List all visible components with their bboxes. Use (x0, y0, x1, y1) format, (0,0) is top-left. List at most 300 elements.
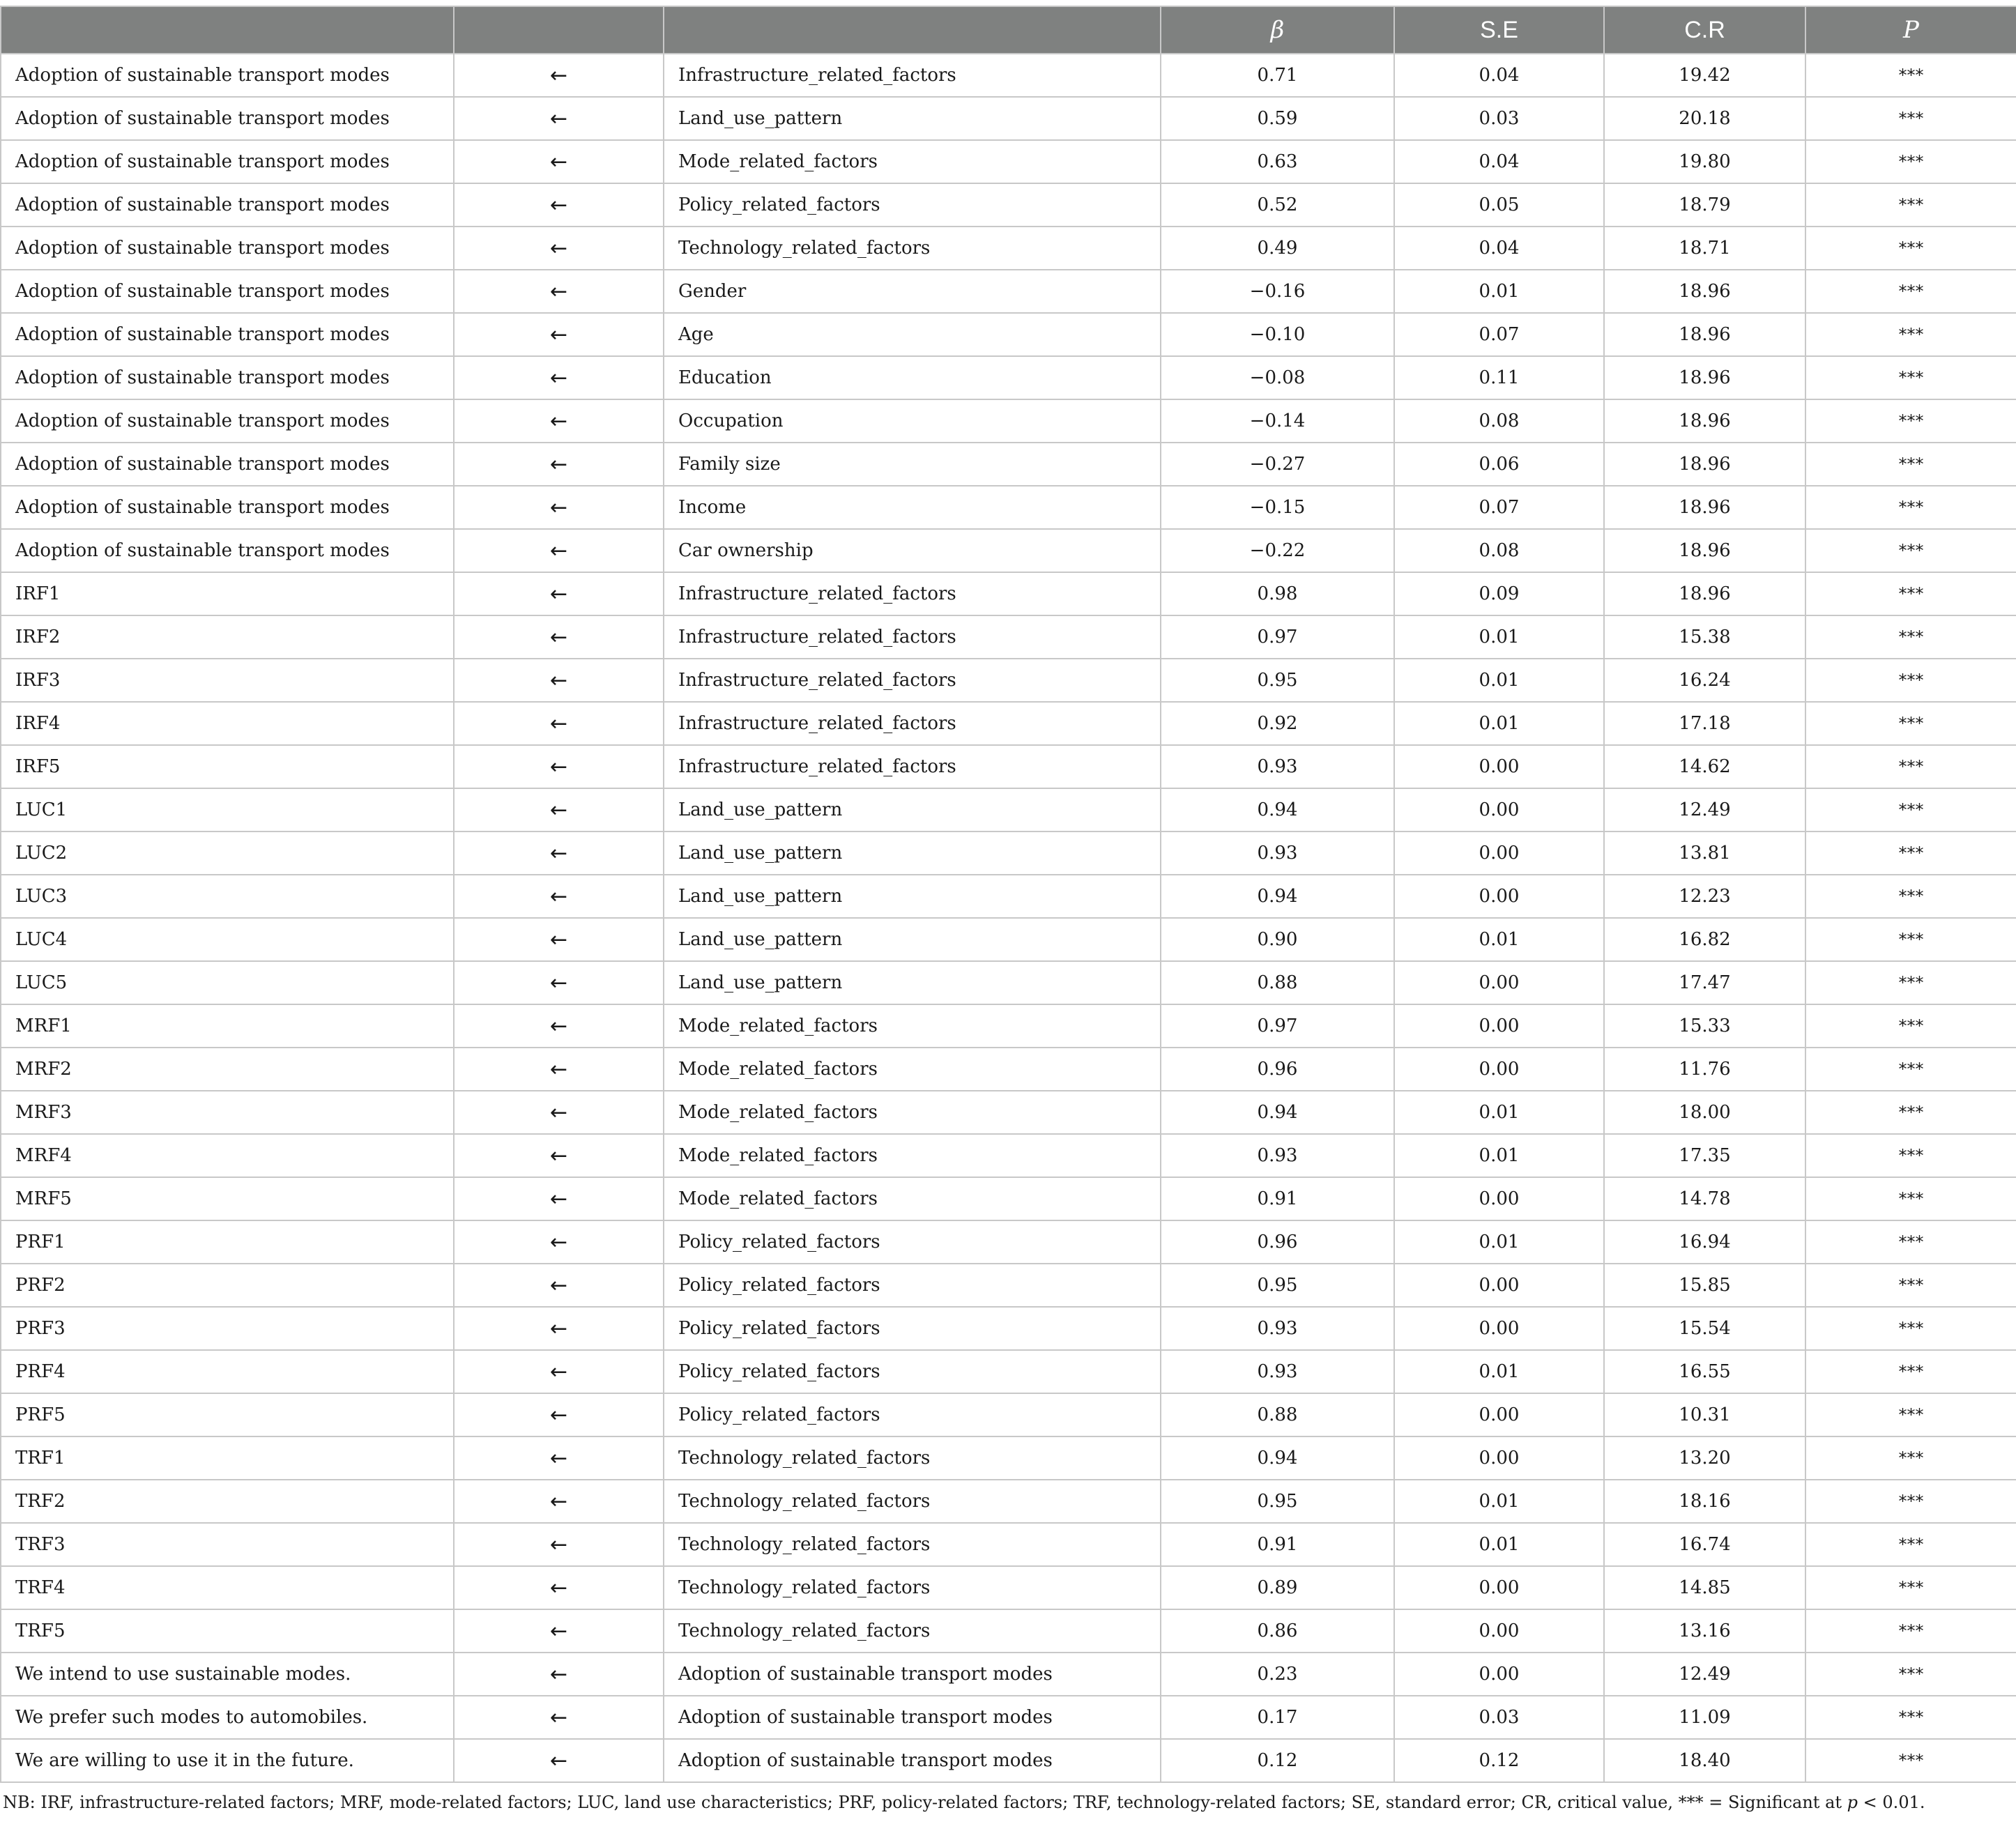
header-se: S.E (1394, 6, 1604, 54)
cell-arrow: ← (454, 270, 664, 313)
cell-se: 0.01 (1394, 1091, 1604, 1134)
cell-arrow: ← (454, 1264, 664, 1307)
cell-arrow: ← (454, 140, 664, 183)
cell-p: *** (1805, 1436, 2016, 1480)
cell-target: We intend to use sustainable modes. (1, 1653, 454, 1696)
cell-arrow: ← (454, 97, 664, 140)
cell-se: 0.09 (1394, 572, 1604, 615)
cell-arrow: ← (454, 1609, 664, 1653)
cell-se: 0.01 (1394, 1220, 1604, 1264)
cell-arrow: ← (454, 918, 664, 961)
cell-p: *** (1805, 1048, 2016, 1091)
cell-source: Infrastructure_related_factors (664, 615, 1161, 659)
cell-target: LUC2 (1, 831, 454, 875)
cell-p: *** (1805, 1609, 2016, 1653)
cell-beta: 0.91 (1161, 1177, 1394, 1220)
cell-target: LUC4 (1, 918, 454, 961)
cell-arrow: ← (454, 1091, 664, 1134)
cell-source: Infrastructure_related_factors (664, 54, 1161, 97)
cell-target: IRF4 (1, 702, 454, 745)
cell-se: 0.01 (1394, 270, 1604, 313)
cell-cr: 18.71 (1604, 227, 1805, 270)
cell-source: Family size (664, 443, 1161, 486)
table-row (1, 1264, 2016, 1307)
cell-cr: 18.96 (1604, 313, 1805, 356)
cell-cr: 11.09 (1604, 1696, 1805, 1739)
cell-arrow: ← (454, 1134, 664, 1177)
cell-beta: 0.95 (1161, 659, 1394, 702)
cell-p: *** (1805, 702, 2016, 745)
cell-arrow: ← (454, 183, 664, 227)
cell-se: 0.00 (1394, 875, 1604, 918)
cell-target: MRF5 (1, 1177, 454, 1220)
cell-arrow: ← (454, 1177, 664, 1220)
cell-p: *** (1805, 572, 2016, 615)
cell-beta: −0.08 (1161, 356, 1394, 399)
table-row (1, 1739, 2016, 1782)
footnote-threshold: < 0.01. (1858, 1793, 1925, 1812)
cell-cr: 12.49 (1604, 788, 1805, 831)
cell-beta: 0.96 (1161, 1048, 1394, 1091)
cell-source: Technology_related_factors (664, 1480, 1161, 1523)
cell-se: 0.00 (1394, 1436, 1604, 1480)
table-row (1, 1177, 2016, 1220)
cell-cr: 19.80 (1604, 140, 1805, 183)
cell-arrow: ← (454, 572, 664, 615)
table-row (1, 745, 2016, 788)
cell-source: Mode_related_factors (664, 140, 1161, 183)
table-row (1, 572, 2016, 615)
cell-beta: 0.90 (1161, 918, 1394, 961)
cell-p: *** (1805, 1177, 2016, 1220)
cell-p: *** (1805, 1307, 2016, 1350)
cell-se: 0.00 (1394, 745, 1604, 788)
table-row (1, 1436, 2016, 1480)
table-body (1, 54, 2016, 1782)
cell-target: Adoption of sustainable transport modes (1, 529, 454, 572)
cell-p: *** (1805, 1134, 2016, 1177)
cell-arrow: ← (454, 1566, 664, 1609)
cell-source: Mode_related_factors (664, 1091, 1161, 1134)
cell-arrow: ← (454, 54, 664, 97)
table-row (1, 1134, 2016, 1177)
table-row (1, 788, 2016, 831)
cell-se: 0.04 (1394, 227, 1604, 270)
cell-se: 0.08 (1394, 399, 1604, 443)
cell-cr: 18.96 (1604, 443, 1805, 486)
cell-beta: 0.91 (1161, 1523, 1394, 1566)
cell-beta: 0.63 (1161, 140, 1394, 183)
cell-arrow: ← (454, 1048, 664, 1091)
cell-target: Adoption of sustainable transport modes (1, 270, 454, 313)
cell-p: *** (1805, 140, 2016, 183)
cell-target: MRF4 (1, 1134, 454, 1177)
cell-beta: 0.92 (1161, 702, 1394, 745)
header-cr: C.R (1604, 6, 1805, 54)
cell-target: Adoption of sustainable transport modes (1, 183, 454, 227)
table-row (1, 183, 2016, 227)
cell-cr: 17.35 (1604, 1134, 1805, 1177)
cell-cr: 18.96 (1604, 529, 1805, 572)
cell-cr: 16.82 (1604, 918, 1805, 961)
cell-cr: 16.55 (1604, 1350, 1805, 1393)
cell-beta: −0.15 (1161, 486, 1394, 529)
cell-arrow: ← (454, 615, 664, 659)
cell-arrow: ← (454, 529, 664, 572)
cell-se: 0.00 (1394, 1307, 1604, 1350)
cell-cr: 18.16 (1604, 1480, 1805, 1523)
cell-source: Policy_related_factors (664, 1350, 1161, 1393)
cell-target: PRF3 (1, 1307, 454, 1350)
table-row (1, 443, 2016, 486)
cell-arrow: ← (454, 1480, 664, 1523)
cell-cr: 19.42 (1604, 54, 1805, 97)
cell-se: 0.00 (1394, 1177, 1604, 1220)
cell-beta: 0.86 (1161, 1609, 1394, 1653)
cell-beta: 0.93 (1161, 1134, 1394, 1177)
cell-cr: 15.33 (1604, 1004, 1805, 1048)
cell-arrow: ← (454, 1004, 664, 1048)
cell-cr: 15.54 (1604, 1307, 1805, 1350)
table-row (1, 529, 2016, 572)
cell-se: 0.01 (1394, 1350, 1604, 1393)
cell-p: *** (1805, 1393, 2016, 1436)
cell-beta: 0.98 (1161, 572, 1394, 615)
cell-target: TRF2 (1, 1480, 454, 1523)
cell-arrow: ← (454, 1696, 664, 1739)
cell-source: Gender (664, 270, 1161, 313)
table-row (1, 1004, 2016, 1048)
cell-source: Land_use_pattern (664, 961, 1161, 1004)
cell-cr: 18.00 (1604, 1091, 1805, 1134)
cell-target: IRF2 (1, 615, 454, 659)
cell-source: Income (664, 486, 1161, 529)
cell-source: Technology_related_factors (664, 1566, 1161, 1609)
cell-beta: 0.89 (1161, 1566, 1394, 1609)
table-row (1, 399, 2016, 443)
cell-source: Infrastructure_related_factors (664, 702, 1161, 745)
cell-se: 0.05 (1394, 183, 1604, 227)
table-row (1, 97, 2016, 140)
table-row (1, 961, 2016, 1004)
cell-cr: 18.40 (1604, 1739, 1805, 1782)
cell-p: *** (1805, 1091, 2016, 1134)
cell-se: 0.04 (1394, 140, 1604, 183)
cell-target: LUC5 (1, 961, 454, 1004)
table-row (1, 1653, 2016, 1696)
cell-beta: 0.95 (1161, 1264, 1394, 1307)
cell-source: Policy_related_factors (664, 1264, 1161, 1307)
cell-p: *** (1805, 1220, 2016, 1264)
cell-se: 0.07 (1394, 486, 1604, 529)
cell-se: 0.03 (1394, 97, 1604, 140)
cell-se: 0.12 (1394, 1739, 1604, 1782)
cell-target: TRF5 (1, 1609, 454, 1653)
cell-se: 0.08 (1394, 529, 1604, 572)
cell-beta: 0.88 (1161, 961, 1394, 1004)
cell-source: Land_use_pattern (664, 97, 1161, 140)
cell-se: 0.01 (1394, 1480, 1604, 1523)
cell-source: Mode_related_factors (664, 1177, 1161, 1220)
cell-target: LUC1 (1, 788, 454, 831)
cell-source: Mode_related_factors (664, 1134, 1161, 1177)
cell-target: LUC3 (1, 875, 454, 918)
table-row (1, 702, 2016, 745)
cell-arrow: ← (454, 1393, 664, 1436)
cell-beta: 0.23 (1161, 1653, 1394, 1696)
cell-source: Adoption of sustainable transport modes (664, 1739, 1161, 1782)
cell-p: *** (1805, 1480, 2016, 1523)
header-target (1, 6, 454, 54)
cell-p: *** (1805, 1739, 2016, 1782)
cell-source: Car ownership (664, 529, 1161, 572)
cell-cr: 18.79 (1604, 183, 1805, 227)
cell-p: *** (1805, 529, 2016, 572)
header-p: P (1805, 6, 2016, 54)
cell-p: *** (1805, 313, 2016, 356)
cell-se: 0.07 (1394, 313, 1604, 356)
table-row (1, 227, 2016, 270)
cell-target: PRF2 (1, 1264, 454, 1307)
cell-beta: 0.94 (1161, 788, 1394, 831)
cell-se: 0.01 (1394, 702, 1604, 745)
cell-beta: −0.16 (1161, 270, 1394, 313)
cell-p: *** (1805, 1004, 2016, 1048)
table-row (1, 659, 2016, 702)
table-row (1, 1048, 2016, 1091)
cell-p: *** (1805, 443, 2016, 486)
cell-se: 0.00 (1394, 1004, 1604, 1048)
cell-beta: 0.97 (1161, 1004, 1394, 1048)
cell-se: 0.04 (1394, 54, 1604, 97)
cell-p: *** (1805, 1653, 2016, 1696)
cell-target: We prefer such modes to automobiles. (1, 1696, 454, 1739)
table-row (1, 1609, 2016, 1653)
cell-source: Land_use_pattern (664, 788, 1161, 831)
cell-target: Adoption of sustainable transport modes (1, 486, 454, 529)
cell-arrow: ← (454, 1739, 664, 1782)
cell-arrow: ← (454, 702, 664, 745)
cell-source: Land_use_pattern (664, 875, 1161, 918)
cell-p: *** (1805, 745, 2016, 788)
cell-target: Adoption of sustainable transport modes (1, 54, 454, 97)
table-row (1, 1350, 2016, 1393)
cell-target: Adoption of sustainable transport modes (1, 443, 454, 486)
cell-p: *** (1805, 788, 2016, 831)
cell-arrow: ← (454, 399, 664, 443)
cell-p: *** (1805, 54, 2016, 97)
cell-cr: 18.96 (1604, 399, 1805, 443)
header-arrow (454, 6, 664, 54)
header-source (664, 6, 1161, 54)
table-row (1, 356, 2016, 399)
cell-source: Age (664, 313, 1161, 356)
cell-se: 0.00 (1394, 961, 1604, 1004)
cell-target: Adoption of sustainable transport modes (1, 97, 454, 140)
cell-se: 0.00 (1394, 1393, 1604, 1436)
cell-se: 0.00 (1394, 1566, 1604, 1609)
cell-cr: 12.49 (1604, 1653, 1805, 1696)
cell-arrow: ← (454, 1523, 664, 1566)
cell-se: 0.01 (1394, 659, 1604, 702)
cell-source: Technology_related_factors (664, 1436, 1161, 1480)
cell-p: *** (1805, 1350, 2016, 1393)
cell-target: Adoption of sustainable transport modes (1, 356, 454, 399)
table-row (1, 1523, 2016, 1566)
table-row (1, 270, 2016, 313)
cell-beta: 0.93 (1161, 1307, 1394, 1350)
cell-p: *** (1805, 270, 2016, 313)
table-row (1, 1091, 2016, 1134)
cell-cr: 15.38 (1604, 615, 1805, 659)
cell-source: Land_use_pattern (664, 831, 1161, 875)
cell-p: *** (1805, 1696, 2016, 1739)
table-row (1, 875, 2016, 918)
cell-cr: 14.62 (1604, 745, 1805, 788)
cell-arrow: ← (454, 1653, 664, 1696)
cell-beta: 0.97 (1161, 615, 1394, 659)
cell-target: Adoption of sustainable transport modes (1, 313, 454, 356)
cell-arrow: ← (454, 875, 664, 918)
cell-source: Adoption of sustainable transport modes (664, 1653, 1161, 1696)
cell-target: IRF1 (1, 572, 454, 615)
cell-cr: 17.18 (1604, 702, 1805, 745)
cell-p: *** (1805, 615, 2016, 659)
header-row (1, 6, 2016, 54)
cell-arrow: ← (454, 443, 664, 486)
cell-cr: 16.94 (1604, 1220, 1805, 1264)
cell-arrow: ← (454, 227, 664, 270)
cell-cr: 13.16 (1604, 1609, 1805, 1653)
cell-source: Technology_related_factors (664, 1523, 1161, 1566)
cell-se: 0.11 (1394, 356, 1604, 399)
cell-p: *** (1805, 1523, 2016, 1566)
cell-se: 0.01 (1394, 918, 1604, 961)
cell-cr: 14.85 (1604, 1566, 1805, 1609)
cell-beta: −0.10 (1161, 313, 1394, 356)
table-row (1, 831, 2016, 875)
cell-beta: 0.95 (1161, 1480, 1394, 1523)
cell-cr: 12.23 (1604, 875, 1805, 918)
table-row (1, 1480, 2016, 1523)
table-row (1, 54, 2016, 97)
cell-p: *** (1805, 875, 2016, 918)
cell-beta: 0.59 (1161, 97, 1394, 140)
footnote-p-symbol: p (1847, 1793, 1858, 1812)
cell-source: Technology_related_factors (664, 1609, 1161, 1653)
cell-beta: 0.12 (1161, 1739, 1394, 1782)
cell-source: Policy_related_factors (664, 1220, 1161, 1264)
table-row (1, 1393, 2016, 1436)
cell-p: *** (1805, 356, 2016, 399)
cell-cr: 10.31 (1604, 1393, 1805, 1436)
cell-beta: 0.93 (1161, 831, 1394, 875)
cell-cr: 17.47 (1604, 961, 1805, 1004)
cell-cr: 13.81 (1604, 831, 1805, 875)
cell-se: 0.01 (1394, 1523, 1604, 1566)
cell-arrow: ← (454, 745, 664, 788)
cell-beta: −0.27 (1161, 443, 1394, 486)
cell-p: *** (1805, 486, 2016, 529)
cell-cr: 18.96 (1604, 270, 1805, 313)
cell-arrow: ← (454, 1220, 664, 1264)
results-table (0, 6, 2016, 1783)
cell-arrow: ← (454, 486, 664, 529)
cell-arrow: ← (454, 313, 664, 356)
cell-beta: −0.14 (1161, 399, 1394, 443)
cell-target: MRF1 (1, 1004, 454, 1048)
cell-arrow: ← (454, 1307, 664, 1350)
table-row (1, 1220, 2016, 1264)
cell-target: MRF3 (1, 1091, 454, 1134)
cell-cr: 16.24 (1604, 659, 1805, 702)
cell-source: Infrastructure_related_factors (664, 659, 1161, 702)
cell-se: 0.00 (1394, 831, 1604, 875)
cell-target: TRF1 (1, 1436, 454, 1480)
cell-se: 0.01 (1394, 615, 1604, 659)
cell-beta: 0.71 (1161, 54, 1394, 97)
cell-target: Adoption of sustainable transport modes (1, 140, 454, 183)
cell-beta: 0.52 (1161, 183, 1394, 227)
cell-cr: 18.96 (1604, 486, 1805, 529)
cell-cr: 20.18 (1604, 97, 1805, 140)
cell-target: PRF5 (1, 1393, 454, 1436)
cell-se: 0.01 (1394, 1134, 1604, 1177)
cell-p: *** (1805, 659, 2016, 702)
cell-arrow: ← (454, 356, 664, 399)
cell-target: PRF4 (1, 1350, 454, 1393)
cell-p: *** (1805, 961, 2016, 1004)
cell-target: MRF2 (1, 1048, 454, 1091)
cell-source: Occupation (664, 399, 1161, 443)
cell-arrow: ← (454, 1350, 664, 1393)
cell-se: 0.00 (1394, 1609, 1604, 1653)
cell-se: 0.00 (1394, 1264, 1604, 1307)
cell-cr: 18.96 (1604, 572, 1805, 615)
cell-se: 0.00 (1394, 1048, 1604, 1091)
table-row (1, 1307, 2016, 1350)
cell-source: Land_use_pattern (664, 918, 1161, 961)
cell-source: Policy_related_factors (664, 1393, 1161, 1436)
cell-beta: 0.94 (1161, 875, 1394, 918)
cell-p: *** (1805, 1566, 2016, 1609)
table-row (1, 486, 2016, 529)
cell-source: Infrastructure_related_factors (664, 745, 1161, 788)
cell-target: IRF3 (1, 659, 454, 702)
cell-source: Infrastructure_related_factors (664, 572, 1161, 615)
cell-p: *** (1805, 97, 2016, 140)
cell-beta: −0.22 (1161, 529, 1394, 572)
table-row (1, 918, 2016, 961)
table-row (1, 615, 2016, 659)
cell-source: Mode_related_factors (664, 1048, 1161, 1091)
cell-beta: 0.88 (1161, 1393, 1394, 1436)
cell-p: *** (1805, 227, 2016, 270)
table-row (1, 140, 2016, 183)
cell-cr: 16.74 (1604, 1523, 1805, 1566)
cell-se: 0.06 (1394, 443, 1604, 486)
cell-cr: 13.20 (1604, 1436, 1805, 1480)
cell-beta: 0.96 (1161, 1220, 1394, 1264)
cell-cr: 11.76 (1604, 1048, 1805, 1091)
cell-p: *** (1805, 831, 2016, 875)
table-header (1, 6, 2016, 54)
footnote-text: NB: IRF, infrastructure-related factors; MRF, mode-related factors; LUC, land use characteristics; PRF, policy-related factors; TRF, technology-related factors; SE, standard error; CR, critical value, *** = Significant at (3, 1793, 1847, 1812)
cell-p: *** (1805, 399, 2016, 443)
cell-se: 0.03 (1394, 1696, 1604, 1739)
cell-beta: 0.94 (1161, 1436, 1394, 1480)
cell-beta: 0.94 (1161, 1091, 1394, 1134)
